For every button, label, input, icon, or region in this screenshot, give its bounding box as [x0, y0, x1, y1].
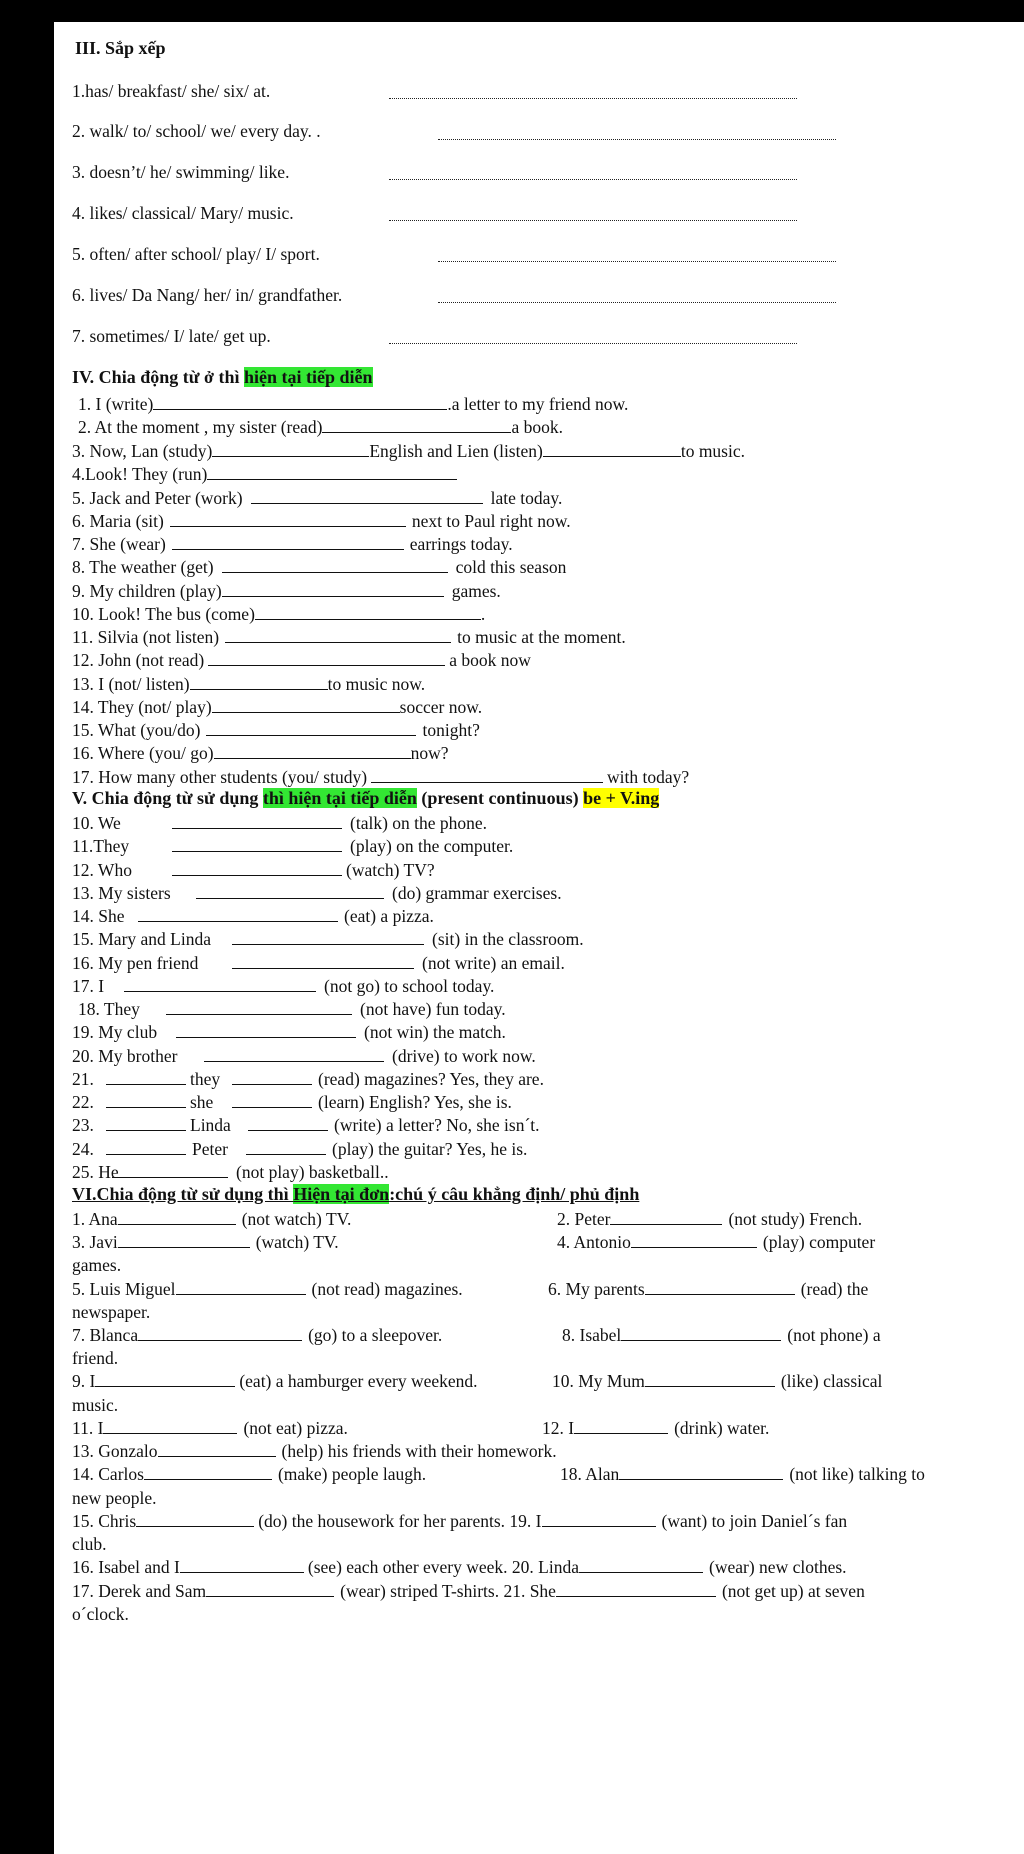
s5-item: 25. He (not play) basketball.. — [72, 1162, 389, 1182]
answer-line[interactable] — [438, 261, 836, 262]
s6-wrap: music. — [72, 1395, 119, 1415]
s6-item: 4. Antonio (play) computer — [557, 1232, 876, 1252]
s5-item: 16. My pen friend (not write) an email. — [72, 953, 565, 973]
s6-item: 3. Javi (watch) TV. — [72, 1232, 339, 1252]
s3-item-7: 7. sometimes/ I/ late/ get up. — [72, 326, 271, 346]
s6-wrap: newspaper. — [72, 1302, 151, 1322]
highlight: be + V.ing — [583, 788, 660, 808]
s5-item: 15. Mary and Linda (sit) in the classroom. — [72, 929, 584, 949]
s5-item: 20. My brother (drive) to work now. — [72, 1046, 536, 1066]
s4-item: 5. Jack and Peter (work) late today. — [72, 488, 563, 508]
section-6-title: VI.Chia động từ sử dụng thì Hiện tại đơn:chú ý câu khẳng định/ phủ định — [72, 1184, 640, 1204]
s4-item: 16. Where (you/ go) now? — [72, 743, 449, 763]
s6-wrap: games. — [72, 1255, 122, 1275]
s3-item-2: 2. walk/ to/ school/ we/ every day. . — [72, 121, 321, 141]
s6-item: 10. My Mum (like) classical — [552, 1371, 883, 1391]
highlight: hiện tại tiếp diễn — [243, 367, 373, 387]
s6-item: 17. Derek and Sam (wear) striped T-shirts. 21. She (not get up) at seven — [72, 1581, 865, 1601]
answer-line[interactable] — [389, 220, 797, 221]
s6-item: 14. Carlos (make) people laugh. — [72, 1464, 427, 1484]
s6-item: 16. Isabel and I (see) each other every week. 20. Linda (wear) new clothes. — [72, 1557, 847, 1577]
s5-item: 14. She (eat) a pizza. — [72, 906, 434, 926]
highlight: Hiện tại đơn — [293, 1184, 390, 1204]
s5-item: 19. My club (not win) the match. — [72, 1022, 506, 1042]
answer-line[interactable] — [389, 179, 797, 180]
s3-item-1: 1.has/ breakfast/ she/ six/ at. — [72, 81, 271, 101]
s5-item: 21. they (read) magazines? Yes, they are. — [72, 1069, 544, 1089]
s3-item-5: 5. often/ after school/ play/ I/ sport. — [72, 244, 320, 264]
s4-item: 2. At the moment , my sister (read) a book. — [78, 417, 563, 437]
s4-item: 6. Maria (sit) next to Paul right now. — [72, 511, 571, 531]
s5-item: 18. They (not have) fun today. — [78, 999, 506, 1019]
s5-item: 12. Who (watch) TV? — [72, 860, 435, 880]
s5-item: 13. My sisters (do) grammar exercises. — [72, 883, 562, 903]
highlight: thì hiện tại tiếp diễn — [262, 788, 417, 808]
s6-wrap: o´clock. — [72, 1604, 129, 1624]
s4-item: 1. I (write) .a letter to my friend now. — [78, 394, 629, 414]
s4-item: 10. Look! The bus (come) . — [72, 604, 486, 624]
s5-item: 10. We (talk) on the phone. — [72, 813, 488, 833]
s4-item: 11. Silvia (not listen) to music at the moment. — [72, 627, 626, 647]
s6-item: 13. Gonzalo (help) his friends with their homework. — [72, 1441, 557, 1461]
s5-item: 24. Peter (play) the guitar? Yes, he is. — [72, 1139, 528, 1159]
s4-item: 4.Look! They (run) — [72, 463, 457, 485]
s4-item: 7. She (wear) earrings today. — [72, 534, 513, 554]
s3-item-3: 3. doesn’t/ he/ swimming/ like. — [72, 162, 290, 182]
s3-item-4: 4. likes/ classical/ Mary/ music. — [72, 203, 294, 223]
s4-item: 14. They (not/ play) soccer now. — [72, 697, 483, 717]
section-4-title: IV. Chia động từ ở thì hiện tại tiếp diễn — [72, 367, 373, 387]
s4-item: 13. I (not/ listen) to music now. — [72, 674, 426, 694]
section-5-title: V. Chia động từ sử dụng thì hiện tại tiếp diễn (present continuous) be + V.ing — [72, 788, 660, 808]
answer-line[interactable] — [389, 343, 797, 344]
s6-item: 15. Chris (do) the housework for her parents. 19. I (want) to join Daniel´s fan — [72, 1511, 848, 1531]
s6-item: 2. Peter (not study) French. — [557, 1209, 863, 1229]
s6-item: 5. Luis Miguel (not read) magazines. — [72, 1279, 463, 1299]
s6-item: 8. Isabel (not phone) a — [562, 1325, 881, 1345]
s5-item: 11.They (play) on the computer. — [72, 836, 514, 856]
answer-line[interactable] — [438, 139, 836, 140]
s4-item: 12. John (not read) a book now — [72, 650, 531, 670]
s4-item: 9. My children (play) games. — [72, 581, 501, 601]
s6-item: 12. I (drink) water. — [542, 1418, 770, 1438]
s6-wrap: friend. — [72, 1348, 119, 1368]
s5-item: 23. Linda (write) a letter? No, she isn´t. — [72, 1115, 540, 1135]
s4-item: 3. Now, Lan (study) English and Lien (listen) to music. — [72, 441, 745, 461]
s4-item: 8. The weather (get) cold this season — [72, 557, 567, 577]
s6-item: 11. I (not eat) pizza. — [72, 1418, 348, 1438]
answer-line[interactable] — [389, 98, 797, 99]
s6-item: 18. Alan (not like) talking to — [560, 1464, 925, 1484]
s6-item: 6. My parents (read) the — [548, 1279, 869, 1299]
s5-item: 22. she (learn) English? Yes, she is. — [72, 1092, 512, 1112]
s6-item: 7. Blanca (go) to a sleepover. — [72, 1325, 443, 1345]
answer-line[interactable] — [438, 302, 836, 303]
s4-item: 15. What (you/do) tonight? — [72, 720, 480, 740]
s6-item: 1. Ana (not watch) TV. — [72, 1209, 352, 1229]
s6-wrap: new people. — [72, 1488, 157, 1508]
s6-item: 9. I (eat) a hamburger every weekend. — [72, 1371, 478, 1391]
s6-wrap: club. — [72, 1534, 107, 1554]
section-3-title: III. Sắp xếp — [75, 38, 166, 58]
s3-item-6: 6. lives/ Da Nang/ her/ in/ grandfather. — [72, 285, 343, 305]
s4-item: 17. How many other students (you/ study) with today? — [72, 767, 690, 787]
worksheet-page — [54, 22, 1024, 1854]
s5-item: 17. I (not go) to school today. — [72, 976, 495, 996]
